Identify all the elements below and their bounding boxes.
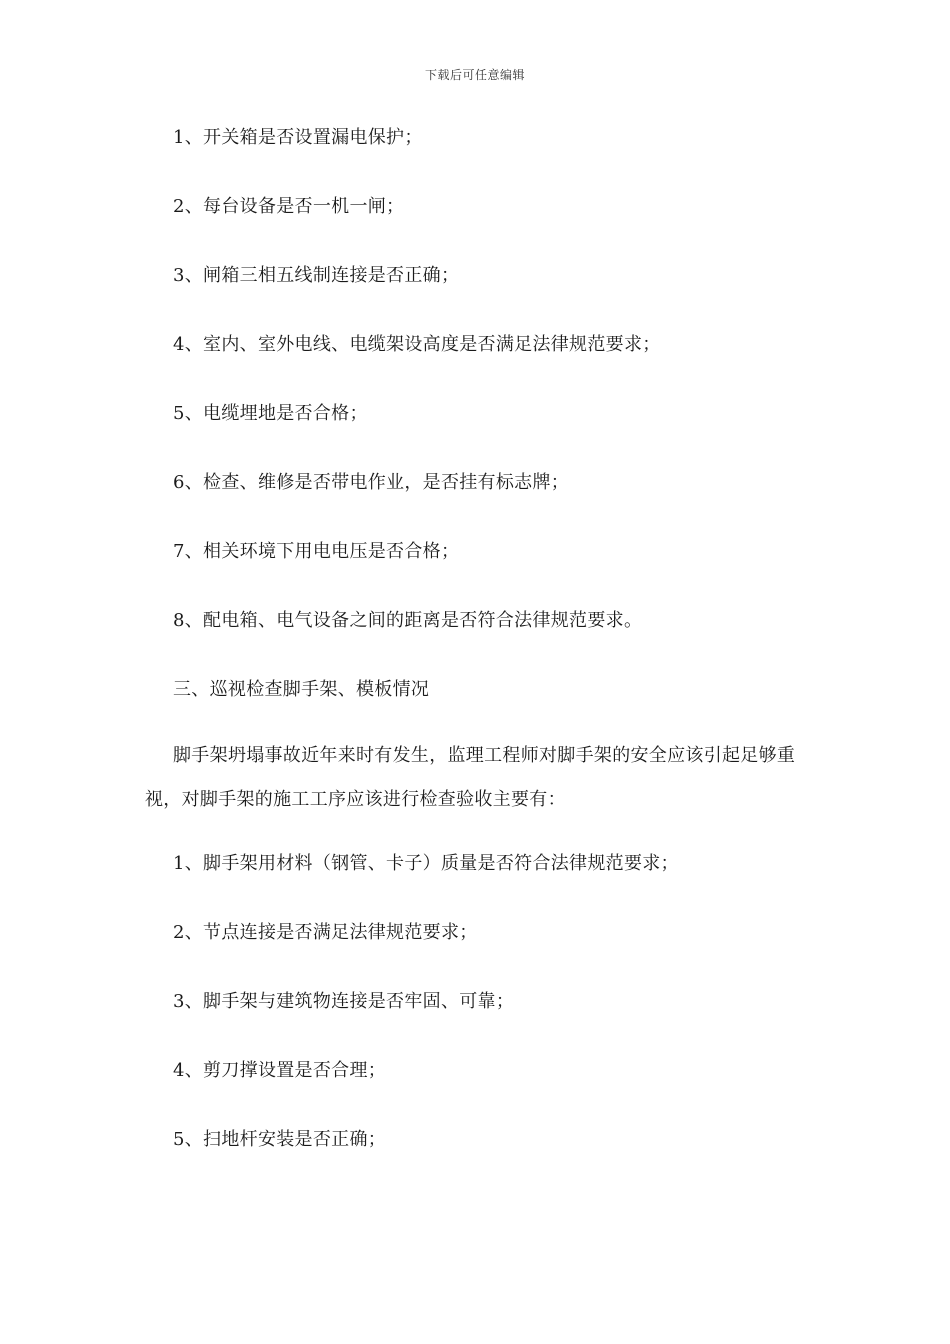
list-item: 1、脚手架用材料（钢管、卡子）质量是否符合法律规范要求； [173, 853, 679, 874]
list-item: 2、节点连接是否满足法律规范要求； [173, 922, 478, 943]
list-item: 5、电缆埋地是否合格； [173, 403, 368, 424]
list-item: 2、每台设备是否一机一闸； [173, 196, 405, 217]
list-item: 5、扫地杆安装是否正确； [173, 1129, 387, 1150]
list-item: 4、室内、室外电线、电缆架设高度是否满足法律规范要求； [173, 334, 661, 355]
list-item: 7、相关环境下用电电压是否合格； [173, 541, 460, 562]
intro-paragraph: 脚手架坍塌事故近年来时有发生，监理工程师对脚手架的安全应该引起足够重视，对脚手架的施工工序应该进行检查验收主要有： [145, 745, 796, 810]
list-item: 3、闸箱三相五线制连接是否正确； [173, 265, 460, 286]
list-item: 4、剪刀撑设置是否合理； [173, 1060, 387, 1081]
list-item: 6、检查、维修是否带电作业，是否挂有标志牌； [173, 472, 570, 493]
list-item: 1、开关箱是否设置漏电保护； [173, 127, 423, 148]
page-header: 下载后可任意编辑 [424, 68, 525, 82]
section-heading: 三、巡视检查脚手架、模板情况 [173, 679, 430, 700]
list-item: 8、配电箱、电气设备之间的距离是否符合法律规范要求。 [173, 610, 643, 631]
list-item: 3、脚手架与建筑物连接是否牢固、可靠； [173, 991, 515, 1012]
